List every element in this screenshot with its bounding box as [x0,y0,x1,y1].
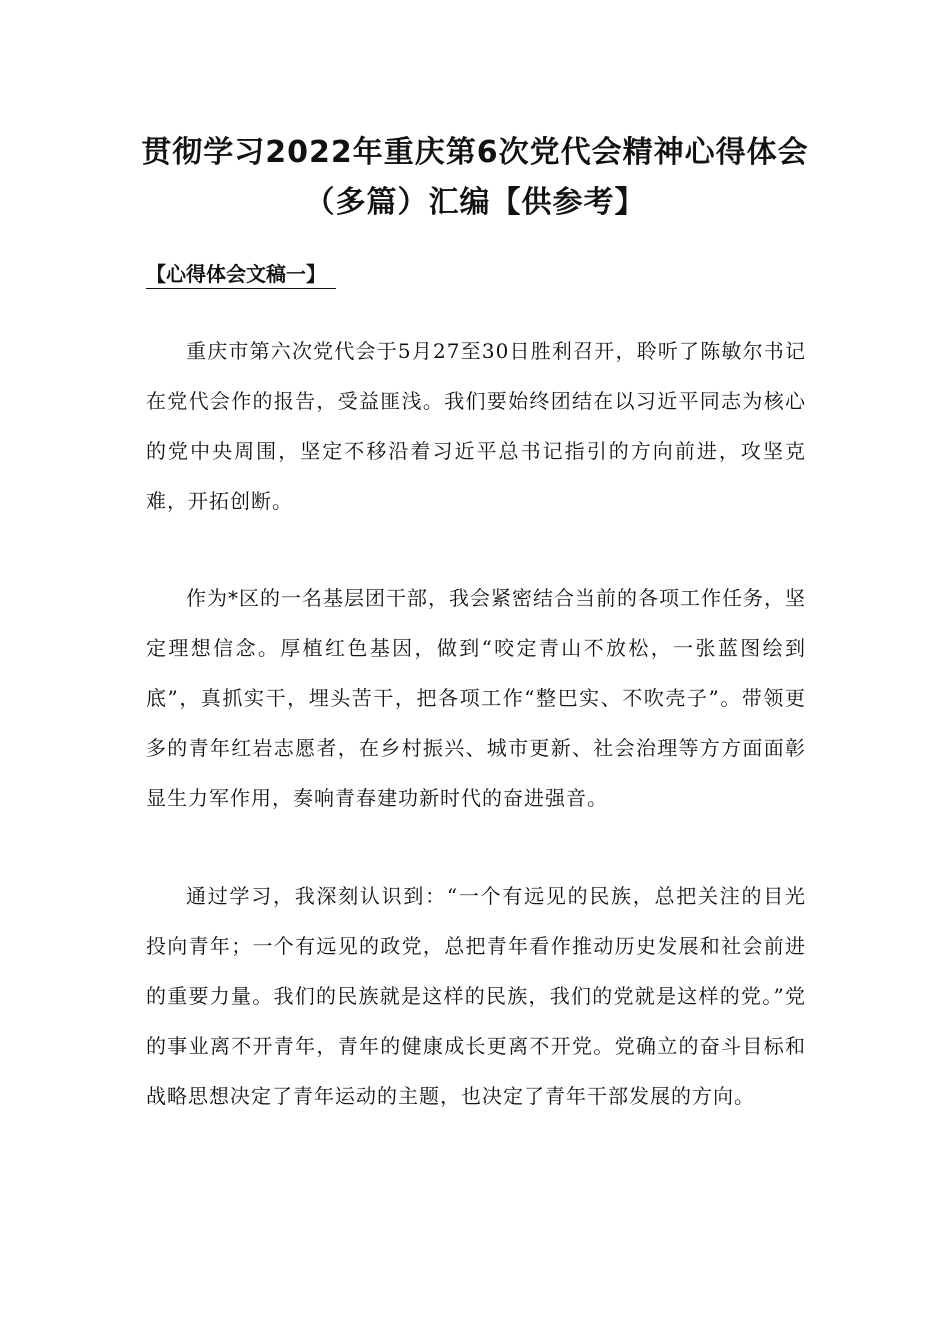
paragraph-3: 通过学习，我深刻认识到：“一个有远见的民族，总把关注的目光投向青年；一个有远见的政党，总把青年看作推动历史发展和社会前进的重要力量。我们的民族就是这样的民族，我们的党就是这样的党。”党的事业离不开青年，青年的健康成长更离不开党。党确立的奋斗目标和战略思想决定了青年运动的主题，也决定了青年干部发展的方向。 [146,884,806,1108]
paragraph-2: 作为*区的一名基层团干部，我会紧密结合当前的各项工作任务，坚定理想信念。厚植红色基因，做到“咬定青山不放松，一张蓝图绘到底”，真抓实干，埋头苦干，把各项工作“整巴实、不吹壳子”。带领更多的青年红岩志愿者，在乡村振兴、城市更新、社会治理等方方面面彰显生力军作用，奏响青春建功新时代的奋进强音。 [146,586,806,810]
document-title-line-2: （多篇）汇编【供参考】 [304,185,646,220]
paragraph-1: 重庆市第六次党代会于5月27至30日胜利召开，聆听了陈敏尔书记在党代会作的报告，受益匪浅。我们要始终团结在以习近平同志为核心的党中央周围，坚定不移沿着习近平总书记指引的方向前进，攻坚克难，开拓创断。 [146,339,806,513]
document-title-line-1: 贯彻学习2022年重庆第6次党代会精神心得体会 [141,135,809,170]
section-heading: 【心得体会文稿一】 [146,260,336,289]
